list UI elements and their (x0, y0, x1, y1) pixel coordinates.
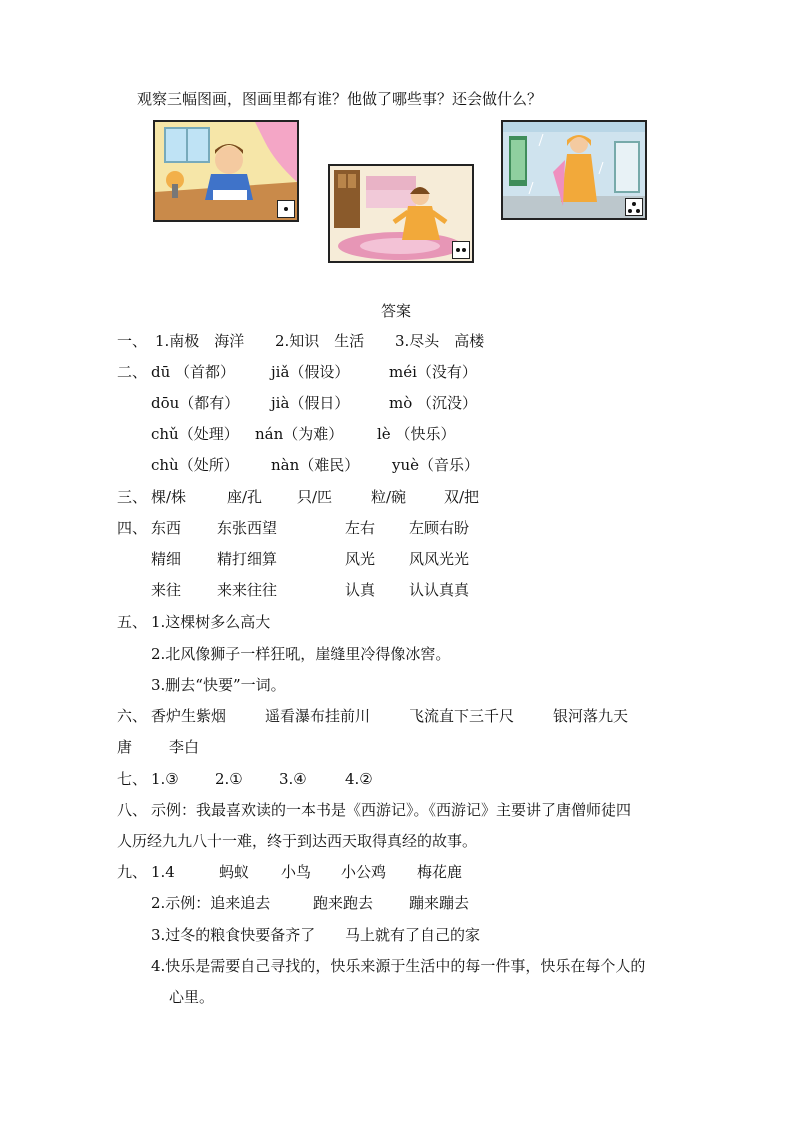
question-number: 三、 (117, 488, 148, 506)
answer-line: 示例：我最喜欢读的一本书是《西游记》。《西游记》主要讲了唐僧师徒四 (151, 801, 632, 819)
pinyin-item: méi（没有） (389, 363, 477, 381)
picture-girl-raincoat-indoors (328, 164, 474, 263)
word-item: 东西 (151, 519, 182, 537)
pinyin-item: nàn（难民） (271, 456, 360, 474)
word-item: 东张西望 (217, 519, 278, 537)
answer-line: 1.这棵树多么高大 (151, 613, 271, 631)
question-number: 五、 (117, 613, 148, 631)
pinyin-item: yuè（音乐） (392, 456, 480, 474)
word-item: 风风光光 (409, 550, 470, 568)
answer-item: 棵/株 (151, 488, 187, 506)
question-number: 二、 (117, 363, 148, 381)
answer-item: 粒/碗 (371, 488, 407, 506)
answer-item: 3.过冬的粮食快要备齐了 (151, 926, 316, 944)
pinyin-item: jiǎ（假设） (271, 363, 350, 381)
question-number: 七、 (117, 770, 148, 788)
answer-line: 人历经九九八十一难，终于到达西天取得真经的故事。 (117, 832, 478, 850)
answer-item: 4.② (345, 770, 373, 788)
word-item: 认真 (345, 581, 376, 599)
word-item: 认认真真 (409, 581, 470, 599)
picture-girl-bus-stop-rain (501, 120, 647, 220)
answer-title: 答案 (381, 302, 412, 320)
answer-item: 蹦来蹦去 (409, 894, 470, 912)
poem-author: 李白 (169, 738, 200, 756)
question-prompt: 观察三幅图画，图画里都有谁？他做了哪些事？还会做什么？ (137, 90, 543, 108)
pinyin-item: dōu（都有） (151, 394, 240, 412)
word-item: 风光 (345, 550, 376, 568)
answer-item: 2.示例：追来追去 (151, 894, 271, 912)
answer-item: 1.南极 海洋 (155, 332, 245, 350)
dice-one-icon (277, 200, 295, 218)
pinyin-item: chǔ（处理） (151, 425, 239, 443)
word-item: 来往 (151, 581, 182, 599)
pinyin-item: lè （快乐） (377, 425, 456, 443)
question-number: 一、 (117, 332, 148, 350)
answer-item: 3.尽头 高楼 (395, 332, 485, 350)
dice-two-icon (452, 241, 470, 259)
pinyin-item: chù（处所） (151, 456, 239, 474)
answer-item: 1.③ (151, 770, 179, 788)
dice-three-icon (625, 198, 643, 216)
picture-boy-studying (153, 120, 299, 222)
question-number: 六、 (117, 707, 148, 725)
pinyin-item: nán（为难） (255, 425, 344, 443)
answer-item: 3.④ (279, 770, 307, 788)
answer-item: 只/匹 (297, 488, 333, 506)
poem-line: 香炉生紫烟 (151, 707, 227, 725)
answer-item: 2.知识 生活 (275, 332, 365, 350)
poem-line: 飞流直下三千尺 (409, 707, 515, 725)
answer-item: 2.① (215, 770, 243, 788)
answer-item: 蚂蚁 (219, 863, 250, 881)
answer-item: 座/孔 (227, 488, 263, 506)
poem-line: 银河落九天 (553, 707, 629, 725)
answer-item: 小公鸡 (341, 863, 387, 881)
word-item: 来来往往 (217, 581, 278, 599)
pinyin-item: dū （首都） (151, 363, 236, 381)
answer-item: 双/把 (444, 488, 480, 506)
answer-line: 心里。 (169, 988, 215, 1006)
question-number: 九、 (117, 863, 148, 881)
question-number: 四、 (117, 519, 148, 537)
word-item: 左右 (345, 519, 376, 537)
answer-item: 小鸟 (281, 863, 312, 881)
word-item: 左顾右盼 (409, 519, 470, 537)
poem-line: 遥看瀑布挂前川 (265, 707, 371, 725)
answer-item: 梅花鹿 (417, 863, 463, 881)
answer-item: 马上就有了自己的家 (345, 926, 481, 944)
word-item: 精打细算 (217, 550, 278, 568)
question-number: 八、 (117, 801, 148, 819)
pinyin-item: jià（假日） (271, 394, 350, 412)
answer-line: 2.北风像狮子一样狂吼，崖缝里冷得像冰窖。 (151, 645, 451, 663)
answer-line: 3.删去“快要”一词。 (151, 676, 286, 694)
word-item: 精细 (151, 550, 182, 568)
pinyin-item: mò （沉没） (389, 394, 478, 412)
answer-item: 跑来跑去 (313, 894, 374, 912)
answer-line: 4.快乐是需要自己寻找的，快乐来源于生活中的每一件事，快乐在每个人的 (151, 957, 646, 975)
poem-dynasty: 唐 (117, 738, 133, 756)
answer-item: 1.4 (151, 863, 175, 881)
